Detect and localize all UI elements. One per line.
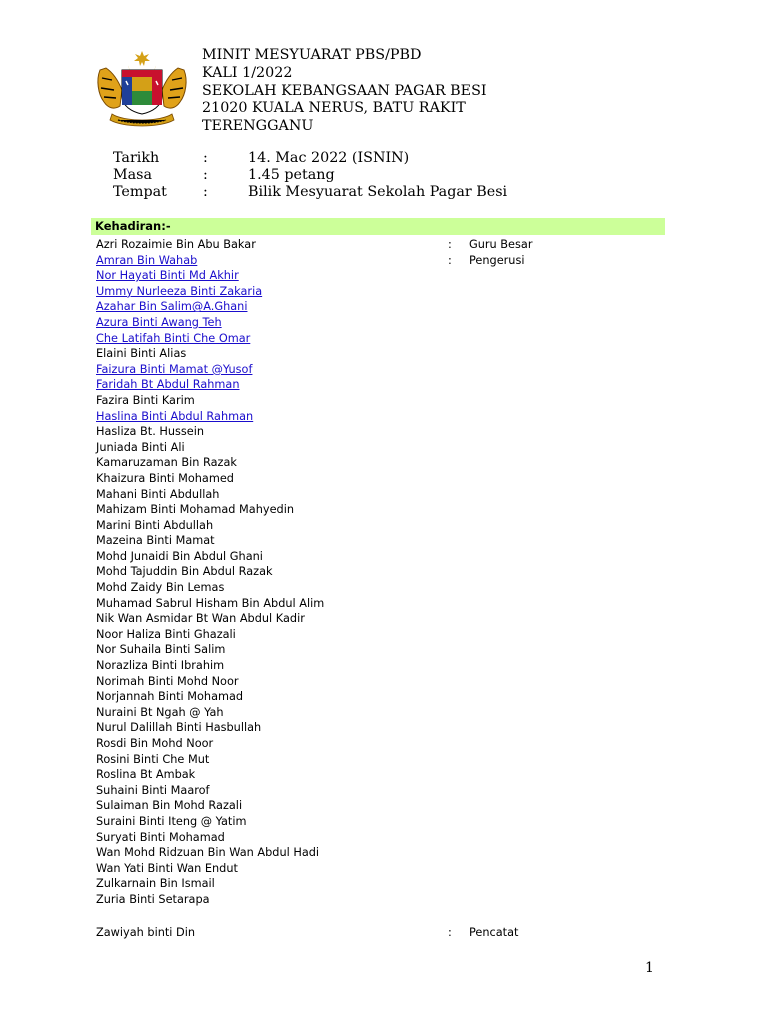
attendee-row: [96, 658, 696, 674]
attendee-row: [96, 861, 696, 877]
attendee-name: Mohd Tajuddin Bin Abdul Razak: [96, 565, 273, 579]
attendee-row: [96, 237, 696, 253]
attendee-row: [96, 892, 696, 908]
document-header: [202, 47, 487, 136]
attendee-row: [96, 315, 696, 331]
header-school: SEKOLAH KEBANGSAAN PAGAR BESI: [202, 82, 487, 99]
attendee-name: Nor Suhaila Binti Salim: [96, 643, 226, 657]
attendee-name: Mahani Binti Abdullah: [96, 487, 220, 501]
recorder-separator: :: [448, 926, 452, 939]
attendee-row: [96, 518, 696, 534]
attendee-name: Suraini Binti Iteng @ Yatim: [96, 814, 247, 828]
attendee-row: [96, 253, 696, 269]
attendee-row: [96, 393, 696, 409]
attendee-name-link[interactable]: Faizura Binti Mamat @Yusof: [96, 362, 253, 376]
attendee-name: Norjannah Binti Mohamad: [96, 690, 244, 704]
attendee-row: [96, 502, 696, 518]
attendee-name: Mohd Junaidi Bin Abdul Ghani: [96, 549, 263, 563]
attendee-row: [96, 830, 696, 846]
attendee-row: [96, 409, 696, 425]
attendee-row: [96, 268, 696, 284]
attendee-name: Norimah Binti Mohd Noor: [96, 674, 239, 688]
attendee-name: Kamaruzaman Bin Razak: [96, 456, 237, 470]
attendee-name-link[interactable]: Ummy Nurleeza Binti Zakaria: [96, 284, 263, 298]
recorder-role: Pencatat: [469, 926, 519, 939]
attendee-name: Wan Yati Binti Wan Endut: [96, 861, 238, 875]
attendee-row: [96, 627, 696, 643]
attendee-name-link[interactable]: Amran Bin Wahab: [96, 253, 198, 267]
header-state: TERENGGANU: [202, 118, 314, 135]
meeting-time-value: 1.45 petang: [248, 167, 335, 183]
attendee-name: Roslina Bt Ambak: [96, 768, 196, 782]
attendee-name: Zulkarnain Bin Ismail: [96, 877, 215, 891]
attendee-name: Muhamad Sabrul Hisham Bin Abdul Alim: [96, 596, 325, 610]
attendee-name-link[interactable]: Nor Hayati Binti Md Akhir: [96, 269, 239, 283]
attendee-list: [96, 237, 696, 908]
attendee-row: [96, 705, 696, 721]
attendee-name: Hasliza Bt. Hussein: [96, 425, 205, 439]
attendee-row: [96, 674, 696, 690]
meeting-place-separator: :: [203, 184, 208, 200]
attendee-role-separator: :: [448, 253, 452, 267]
attendee-name-link[interactable]: Azahar Bin Salim@A.Ghani: [96, 300, 248, 314]
attendee-row: [96, 440, 696, 456]
attendee-name: Mahizam Binti Mohamad Mahyedin: [96, 503, 294, 517]
attendee-name: Juniada Binti Ali: [96, 440, 185, 454]
meeting-place-label: Tempat: [113, 184, 167, 200]
attendee-row: [96, 642, 696, 658]
attendee-name: Nurul Dalillah Binti Hasbullah: [96, 721, 262, 735]
attendee-row: [96, 720, 696, 736]
attendee-row: [96, 596, 696, 612]
attendee-row: [96, 845, 696, 861]
attendee-row: [96, 487, 696, 503]
attendee-name-link[interactable]: Faridah Bt Abdul Rahman: [96, 378, 240, 392]
attendee-row: [96, 798, 696, 814]
meeting-date-separator: :: [203, 150, 208, 166]
attendee-row: [96, 346, 696, 362]
header-session: KALI 1/2022: [202, 64, 293, 81]
attendee-name: Suhaini Binti Maarof: [96, 783, 210, 797]
attendee-row: [96, 580, 696, 596]
attendee-name: Zuria Binti Setarapa: [96, 892, 210, 906]
attendee-row: [96, 783, 696, 799]
attendee-name: Azri Rozaimie Bin Abu Bakar: [96, 238, 256, 251]
attendee-name: Mohd Zaidy Bin Lemas: [96, 581, 225, 595]
attendee-name: Mazeina Binti Mamat: [96, 534, 215, 548]
attendee-name: Wan Mohd Ridzuan Bin Wan Abdul Hadi: [96, 846, 320, 860]
attendee-name: Noor Haliza Binti Ghazali: [96, 627, 236, 641]
meeting-date-label: Tarikh: [113, 150, 160, 166]
attendee-row: [96, 752, 696, 768]
attendee-row: [96, 611, 696, 627]
attendee-row: [96, 564, 696, 580]
recorder-row: [96, 925, 696, 941]
attendee-row: [96, 284, 696, 300]
meeting-date-value: 14. Mac 2022 (ISNIN): [248, 150, 410, 166]
attendee-role: Guru Besar: [469, 238, 533, 251]
attendee-row: [96, 767, 696, 783]
attendee-name: Norazliza Binti Ibrahim: [96, 659, 225, 673]
attendee-row: [96, 533, 696, 549]
recorder-name: Zawiyah binti Din: [96, 926, 196, 939]
coat-of-arms-icon: [92, 50, 192, 130]
attendee-row: [96, 377, 696, 393]
attendee-name: Rosini Binti Che Mut: [96, 752, 210, 766]
attendee-row: [96, 331, 696, 347]
attendee-role: Pengerusi: [469, 253, 525, 267]
attendee-name: Elaini Binti Alias: [96, 347, 187, 361]
meeting-place-value: Bilik Mesyuarat Sekolah Pagar Besi: [248, 184, 508, 200]
attendee-row: [96, 876, 696, 892]
page-number: 1: [645, 960, 654, 976]
attendee-row: [96, 736, 696, 752]
header-title: MINIT MESYUARAT PBS/PBD: [202, 47, 422, 63]
attendee-name: Nuraini Bt Ngah @ Yah: [96, 705, 224, 719]
attendee-name: Marini Binti Abdullah: [96, 518, 214, 532]
attendee-name: Khaizura Binti Mohamed: [96, 471, 234, 485]
attendee-name: Nik Wan Asmidar Bt Wan Abdul Kadir: [96, 612, 305, 626]
header-address: 21020 KUALA NERUS, BATU RAKIT: [202, 100, 466, 117]
attendee-row: [96, 424, 696, 440]
attendee-name: Fazira Binti Karim: [96, 393, 195, 407]
attendee-row: [96, 549, 696, 565]
attendee-name-link[interactable]: Che Latifah Binti Che Omar: [96, 331, 251, 345]
attendee-name: Sulaiman Bin Mohd Razali: [96, 799, 243, 813]
attendee-row: [96, 471, 696, 487]
meeting-time-separator: :: [203, 167, 208, 183]
meeting-time-label: Masa: [113, 167, 153, 183]
attendee-row: [96, 299, 696, 315]
attendee-role-separator: :: [448, 238, 452, 251]
attendee-row: [96, 362, 696, 378]
attendee-name: Suryati Binti Mohamad: [96, 830, 225, 844]
attendee-name-link[interactable]: Haslina Binti Abdul Rahman: [96, 409, 254, 423]
attendee-name-link[interactable]: Azura Binti Awang Teh: [96, 315, 222, 329]
attendee-row: [96, 814, 696, 830]
attendee-row: [96, 689, 696, 705]
attendance-heading: Kehadiran:-: [91, 218, 665, 235]
attendee-row: [96, 455, 696, 471]
attendee-name: Rosdi Bin Mohd Noor: [96, 737, 214, 750]
